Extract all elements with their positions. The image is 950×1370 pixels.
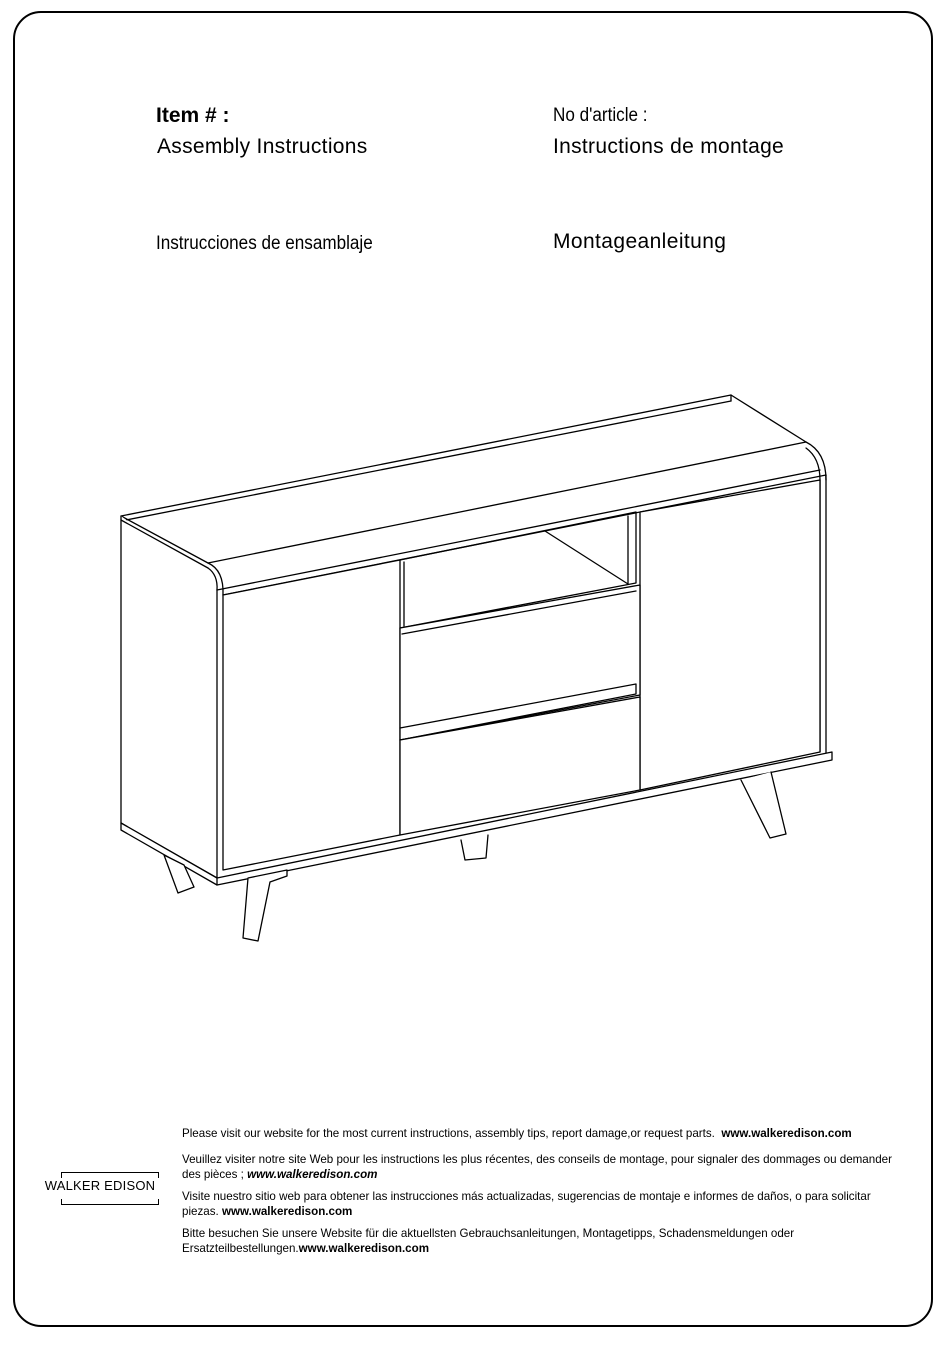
walker-edison-logo <box>40 1170 160 1206</box>
sideboard-illustration <box>110 385 840 945</box>
website-link-fr[interactable]: www.walkeredison.com <box>247 1168 378 1181</box>
assembly-instructions-title-es: Instrucciones de ensamblaje <box>156 233 373 254</box>
logo-text: WALKER EDISON <box>44 1178 156 1193</box>
footer-en <box>182 1126 910 1141</box>
footer-fr <box>182 1152 910 1182</box>
footer-en-text: Please visit our website for the most current instructions, assembly tips, report damage,or request parts. <box>182 1127 715 1140</box>
footer-notice <box>182 1126 910 1263</box>
footer-es <box>182 1189 910 1219</box>
website-link-de[interactable]: www.walkeredison.com <box>298 1242 430 1255</box>
item-number-label: Item # : <box>156 104 230 127</box>
footer-es-text: Visite nuestro sitio web para obtener las instrucciones más actualizadas, sugerencias de montaje e informes de daños, o para solicitar piezas. <box>182 1190 871 1218</box>
assembly-instructions-title-fr: Instructions de montage <box>553 135 785 158</box>
footer-de-text: Bitte besuchen Sie unsere Website für die aktuellsten Gebrauchsanleitungen, Montagetipps, Schadensmeldungen oder Ersatzteilbestellungen. <box>182 1227 795 1255</box>
website-link-en[interactable]: www.walkeredison.com <box>721 1127 852 1140</box>
assembly-instructions-title-en: Assembly Instructions <box>157 135 368 158</box>
article-number-label-fr: No d'article : <box>553 105 648 126</box>
footer-fr-text: Veuillez visiter notre site Web pour les instructions les plus récentes, des conseils de montage, pour signaler des dommages ou demander des pièces ; <box>182 1153 892 1181</box>
website-link-es[interactable]: www.walkeredison.com <box>221 1205 353 1218</box>
footer-de <box>182 1226 910 1256</box>
assembly-instructions-title-de: Montageanleitung <box>553 230 727 253</box>
